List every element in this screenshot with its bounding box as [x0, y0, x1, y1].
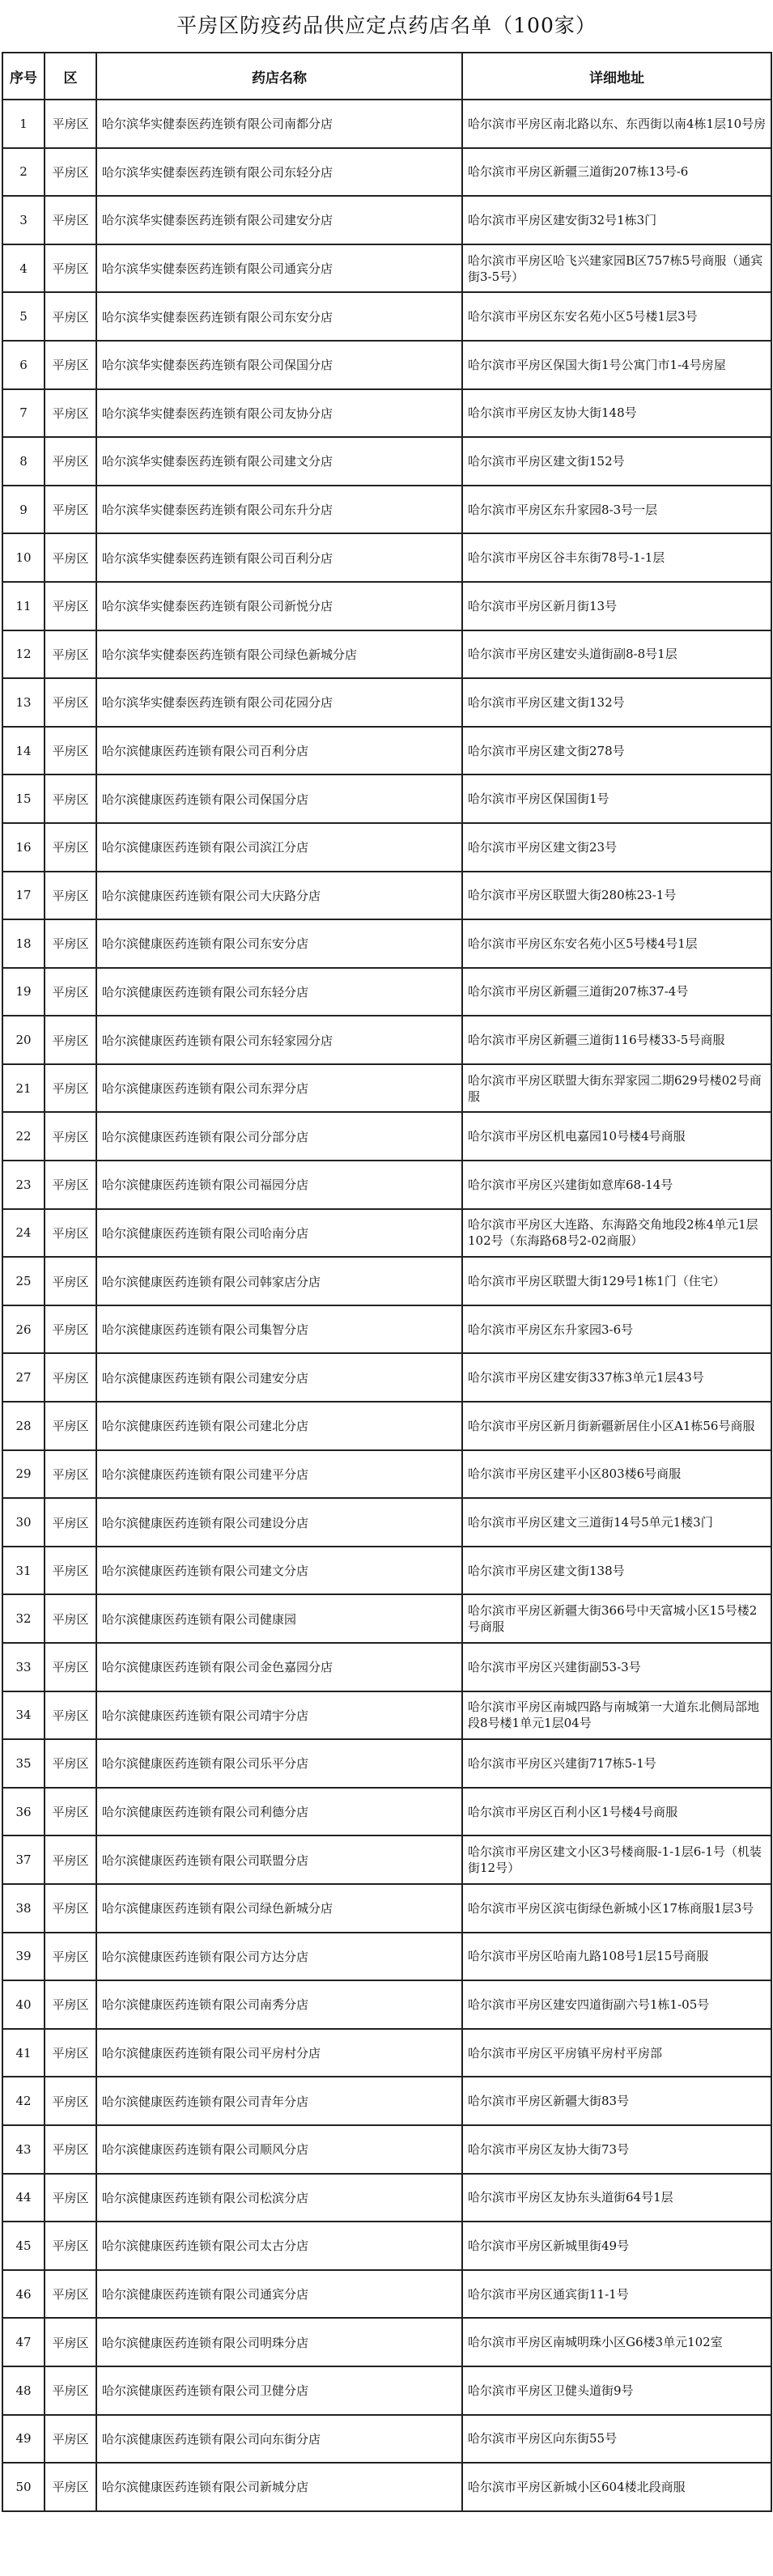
row-index-cell: 44 — [2, 2174, 45, 2222]
row-store-name-cell: 哈尔滨健康医药连锁有限公司松滨分店 — [96, 2174, 462, 2222]
row-index-cell: 16 — [2, 823, 45, 872]
row-store-name-cell: 哈尔滨健康医药连锁有限公司新城分店 — [96, 2463, 462, 2511]
row-district-cell: 平房区 — [45, 1016, 96, 1064]
row-address-cell: 哈尔滨市平房区东升家园3-6号 — [462, 1305, 771, 1354]
row-index-cell: 31 — [2, 1547, 45, 1595]
row-district-cell: 平房区 — [45, 2463, 96, 2511]
row-store-name-cell: 哈尔滨健康医药连锁有限公司分部分店 — [96, 1112, 462, 1161]
table-row — [2, 1112, 771, 1161]
row-address-cell: 哈尔滨市平房区谷丰东街78号-1-1层 — [462, 533, 771, 582]
row-address-cell: 哈尔滨市平房区新疆三道街207栋13号-6 — [462, 148, 771, 197]
row-store-name-cell: 哈尔滨健康医药连锁有限公司韩家店分店 — [96, 1257, 462, 1305]
row-district-cell: 平房区 — [45, 1547, 96, 1595]
row-district-cell: 平房区 — [45, 727, 96, 775]
row-district-cell: 平房区 — [45, 1064, 96, 1113]
row-index-cell: 26 — [2, 1305, 45, 1354]
row-store-name-cell: 哈尔滨健康医药连锁有限公司健康园 — [96, 1594, 462, 1643]
row-index-cell: 17 — [2, 872, 45, 920]
row-address-cell: 哈尔滨市平房区兴建街717栋5-1号 — [462, 1739, 771, 1788]
row-store-name-cell: 哈尔滨健康医药连锁有限公司青年分店 — [96, 2077, 462, 2125]
row-district-cell: 平房区 — [45, 2077, 96, 2125]
table-row — [2, 2270, 771, 2319]
row-index-cell: 43 — [2, 2125, 45, 2174]
table-row — [2, 1498, 771, 1547]
row-store-name-cell: 哈尔滨健康医药连锁有限公司东羿分店 — [96, 1064, 462, 1113]
row-index-cell: 29 — [2, 1450, 45, 1499]
row-address-cell: 哈尔滨市平房区保国街1号 — [462, 774, 771, 823]
table-row — [2, 1835, 771, 1884]
row-index-cell: 48 — [2, 2366, 45, 2415]
table-row — [2, 533, 771, 582]
row-address-cell: 哈尔滨市平房区东安名苑小区5号楼1层3号 — [462, 292, 771, 341]
row-district-cell: 平房区 — [45, 292, 96, 341]
row-index-cell: 39 — [2, 1933, 45, 1981]
row-index-cell: 32 — [2, 1594, 45, 1643]
row-store-name-cell: 哈尔滨华实健泰医药连锁有限公司友协分店 — [96, 389, 462, 438]
row-store-name-cell: 哈尔滨健康医药连锁有限公司保国分店 — [96, 774, 462, 823]
table-row — [2, 2174, 771, 2222]
table-row — [2, 2029, 771, 2077]
row-index-cell: 11 — [2, 582, 45, 630]
row-index-cell: 12 — [2, 630, 45, 679]
row-district-cell: 平房区 — [45, 1209, 96, 1258]
row-index-cell: 4 — [2, 244, 45, 293]
row-district-cell: 平房区 — [45, 1739, 96, 1788]
table-header-row — [2, 53, 771, 100]
row-index-cell: 34 — [2, 1691, 45, 1740]
row-store-name-cell: 哈尔滨健康医药连锁有限公司集智分店 — [96, 1305, 462, 1354]
row-address-cell: 哈尔滨市平房区向东街55号 — [462, 2415, 771, 2464]
row-index-cell: 28 — [2, 1402, 45, 1450]
row-index-cell: 49 — [2, 2415, 45, 2464]
row-index-cell: 9 — [2, 486, 45, 534]
row-index-cell: 45 — [2, 2222, 45, 2270]
row-store-name-cell: 哈尔滨健康医药连锁有限公司建设分店 — [96, 1498, 462, 1547]
table-row — [2, 968, 771, 1016]
row-district-cell: 平房区 — [45, 2125, 96, 2174]
table-row — [2, 1064, 771, 1113]
table-row — [2, 919, 771, 968]
row-store-name-cell: 哈尔滨健康医药连锁有限公司建安分店 — [96, 1353, 462, 1402]
row-address-cell: 哈尔滨市平房区百利小区1号楼4号商服 — [462, 1788, 771, 1836]
row-district-cell: 平房区 — [45, 341, 96, 389]
row-district-cell: 平房区 — [45, 582, 96, 630]
row-store-name-cell: 哈尔滨健康医药连锁有限公司滨江分店 — [96, 823, 462, 872]
row-district-cell: 平房区 — [45, 437, 96, 486]
row-address-cell: 哈尔滨市平房区建文三道街14号5单元1楼3门 — [462, 1498, 771, 1547]
row-address-cell: 哈尔滨市平房区建文街23号 — [462, 823, 771, 872]
row-store-name-cell: 哈尔滨华实健泰医药连锁有限公司建安分店 — [96, 196, 462, 244]
row-district-cell: 平房区 — [45, 389, 96, 438]
document-title: 平房区防疫药品供应定点药店名单（100家） — [176, 14, 597, 37]
table-row — [2, 823, 771, 872]
row-store-name-cell: 哈尔滨华实健泰医药连锁有限公司南都分店 — [96, 100, 462, 148]
row-address-cell: 哈尔滨市平房区建文街138号 — [462, 1547, 771, 1595]
row-index-cell: 1 — [2, 100, 45, 148]
table-row — [2, 2222, 771, 2270]
table-row — [2, 1739, 771, 1788]
header-index: 序号 — [2, 53, 45, 100]
row-index-cell: 18 — [2, 919, 45, 968]
row-district-cell: 平房区 — [45, 872, 96, 920]
row-index-cell: 22 — [2, 1112, 45, 1161]
row-address-cell: 哈尔滨市平房区建安街32号1栋3门 — [462, 196, 771, 244]
row-address-cell: 哈尔滨市平房区新城小区604楼北段商服 — [462, 2463, 771, 2511]
table-row — [2, 774, 771, 823]
table-row — [2, 100, 771, 148]
table-row — [2, 582, 771, 630]
row-address-cell: 哈尔滨市平房区南北路以东、东西街以南4栋1层10号房 — [462, 100, 771, 148]
header-district: 区 — [45, 53, 96, 100]
row-district-cell: 平房区 — [45, 774, 96, 823]
table-row — [2, 389, 771, 438]
row-index-cell: 20 — [2, 1016, 45, 1064]
row-store-name-cell: 哈尔滨健康医药连锁有限公司东安分店 — [96, 919, 462, 968]
table-row — [2, 1884, 771, 1933]
row-address-cell: 哈尔滨市平房区新疆三道街207栋37-4号 — [462, 968, 771, 1016]
table-row — [2, 148, 771, 197]
table-row — [2, 196, 771, 244]
row-address-cell: 哈尔滨市平房区新疆大街83号 — [462, 2077, 771, 2125]
table-row — [2, 1643, 771, 1691]
table-row — [2, 244, 771, 293]
row-district-cell: 平房区 — [45, 1402, 96, 1450]
row-store-name-cell: 哈尔滨健康医药连锁有限公司联盟分店 — [96, 1835, 462, 1884]
row-store-name-cell: 哈尔滨健康医药连锁有限公司大庆路分店 — [96, 872, 462, 920]
row-district-cell: 平房区 — [45, 1643, 96, 1691]
row-district-cell: 平房区 — [45, 486, 96, 534]
row-index-cell: 47 — [2, 2318, 45, 2366]
row-district-cell: 平房区 — [45, 533, 96, 582]
row-index-cell: 25 — [2, 1257, 45, 1305]
row-address-cell: 哈尔滨市平房区建文街278号 — [462, 727, 771, 775]
row-district-cell: 平房区 — [45, 1305, 96, 1354]
row-index-cell: 27 — [2, 1353, 45, 1402]
row-store-name-cell: 哈尔滨健康医药连锁有限公司卫健分店 — [96, 2366, 462, 2415]
row-store-name-cell: 哈尔滨健康医药连锁有限公司金色嘉园分店 — [96, 1643, 462, 1691]
row-address-cell: 哈尔滨市平房区大连路、东海路交角地段2栋4单元1层102号（东海路68号2-02商服） — [462, 1209, 771, 1258]
row-index-cell: 19 — [2, 968, 45, 1016]
row-store-name-cell: 哈尔滨华实健泰医药连锁有限公司花园分店 — [96, 678, 462, 727]
row-district-cell: 平房区 — [45, 2222, 96, 2270]
table-row — [2, 1305, 771, 1354]
row-store-name-cell: 哈尔滨健康医药连锁有限公司方达分店 — [96, 1933, 462, 1981]
row-address-cell: 哈尔滨市平房区南城四路与南城第一大道东北侧局部地段8号楼1单元1层04号 — [462, 1691, 771, 1740]
row-district-cell: 平房区 — [45, 1498, 96, 1547]
row-district-cell: 平房区 — [45, 2029, 96, 2077]
table-row — [2, 872, 771, 920]
table-row — [2, 1547, 771, 1595]
header-address: 详细地址 — [462, 53, 771, 100]
row-address-cell: 哈尔滨市平房区新月街新疆新居住小区A1栋56号商服 — [462, 1402, 771, 1450]
row-index-cell: 14 — [2, 727, 45, 775]
row-address-cell: 哈尔滨市平房区联盟大街280栋23-1号 — [462, 872, 771, 920]
row-address-cell: 哈尔滨市平房区机电嘉园10号楼4号商服 — [462, 1112, 771, 1161]
row-district-cell: 平房区 — [45, 2318, 96, 2366]
row-store-name-cell: 哈尔滨健康医药连锁有限公司太古分店 — [96, 2222, 462, 2270]
row-district-cell: 平房区 — [45, 1788, 96, 1836]
row-store-name-cell: 哈尔滨健康医药连锁有限公司向东街分店 — [96, 2415, 462, 2464]
row-index-cell: 21 — [2, 1064, 45, 1113]
row-district-cell: 平房区 — [45, 678, 96, 727]
table-row — [2, 1161, 771, 1209]
row-address-cell: 哈尔滨市平房区南城明珠小区G6楼3单元102室 — [462, 2318, 771, 2366]
row-address-cell: 哈尔滨市平房区联盟大街东羿家园二期629号楼02号商服 — [462, 1064, 771, 1113]
row-store-name-cell: 哈尔滨健康医药连锁有限公司建平分店 — [96, 1450, 462, 1499]
row-store-name-cell: 哈尔滨健康医药连锁有限公司东轻家园分店 — [96, 1016, 462, 1064]
row-index-cell: 38 — [2, 1884, 45, 1933]
row-index-cell: 3 — [2, 196, 45, 244]
table-row — [2, 1353, 771, 1402]
row-index-cell: 13 — [2, 678, 45, 727]
table-row — [2, 1257, 771, 1305]
row-address-cell: 哈尔滨市平房区友协大街148号 — [462, 389, 771, 438]
header-store-name: 药店名称 — [96, 53, 462, 100]
row-index-cell: 7 — [2, 389, 45, 438]
row-district-cell: 平房区 — [45, 148, 96, 197]
row-district-cell: 平房区 — [45, 1835, 96, 1884]
row-store-name-cell: 哈尔滨华实健泰医药连锁有限公司绿色新城分店 — [96, 630, 462, 679]
row-district-cell: 平房区 — [45, 1112, 96, 1161]
row-district-cell: 平房区 — [45, 1691, 96, 1740]
row-store-name-cell: 哈尔滨健康医药连锁有限公司南秀分店 — [96, 1980, 462, 2029]
table-row — [2, 2125, 771, 2174]
table-row — [2, 1691, 771, 1740]
row-district-cell: 平房区 — [45, 630, 96, 679]
row-store-name-cell: 哈尔滨华实健泰医药连锁有限公司东安分店 — [96, 292, 462, 341]
row-store-name-cell: 哈尔滨华实健泰医药连锁有限公司通宾分店 — [96, 244, 462, 293]
row-store-name-cell: 哈尔滨健康医药连锁有限公司绿色新城分店 — [96, 1884, 462, 1933]
row-index-cell: 40 — [2, 1980, 45, 2029]
row-district-cell: 平房区 — [45, 2174, 96, 2222]
row-district-cell: 平房区 — [45, 1450, 96, 1499]
table-row — [2, 1450, 771, 1499]
row-address-cell: 哈尔滨市平房区新疆大街366号中天富城小区15号楼2号商服 — [462, 1594, 771, 1643]
row-address-cell: 哈尔滨市平房区建安四道街副六号1栋1-05号 — [462, 1980, 771, 2029]
row-address-cell: 哈尔滨市平房区建平小区803楼6号商服 — [462, 1450, 771, 1499]
row-store-name-cell: 哈尔滨华实健泰医药连锁有限公司建文分店 — [96, 437, 462, 486]
row-store-name-cell: 哈尔滨健康医药连锁有限公司东轻分店 — [96, 968, 462, 1016]
row-index-cell: 50 — [2, 2463, 45, 2511]
row-store-name-cell: 哈尔滨华实健泰医药连锁有限公司东轻分店 — [96, 148, 462, 197]
table-row — [2, 486, 771, 534]
row-index-cell: 8 — [2, 437, 45, 486]
row-address-cell: 哈尔滨市平房区兴建街如意库68-14号 — [462, 1161, 771, 1209]
row-district-cell: 平房区 — [45, 2366, 96, 2415]
table-row — [2, 2077, 771, 2125]
row-store-name-cell: 哈尔滨健康医药连锁有限公司靖宇分店 — [96, 1691, 462, 1740]
row-address-cell: 哈尔滨市平房区哈南九路108号1层15号商服 — [462, 1933, 771, 1981]
row-index-cell: 42 — [2, 2077, 45, 2125]
row-address-cell: 哈尔滨市平房区友协大街73号 — [462, 2125, 771, 2174]
row-address-cell: 哈尔滨市平房区卫健头道街9号 — [462, 2366, 771, 2415]
row-index-cell: 35 — [2, 1739, 45, 1788]
row-address-cell: 哈尔滨市平房区东安名苑小区5号楼4号1层 — [462, 919, 771, 968]
row-store-name-cell: 哈尔滨健康医药连锁有限公司顺风分店 — [96, 2125, 462, 2174]
row-address-cell: 哈尔滨市平房区滨屯街绿色新城小区17栋商服1层3号 — [462, 1884, 771, 1933]
row-index-cell: 33 — [2, 1643, 45, 1691]
row-district-cell: 平房区 — [45, 196, 96, 244]
table-row — [2, 1016, 771, 1064]
table-row — [2, 2463, 771, 2511]
row-district-cell: 平房区 — [45, 1161, 96, 1209]
row-address-cell: 哈尔滨市平房区兴建街副53-3号 — [462, 1643, 771, 1691]
table-row — [2, 1209, 771, 1258]
table-row — [2, 1980, 771, 2029]
row-address-cell: 哈尔滨市平房区建文小区3号楼商服-1-1层6-1号（机装街12号） — [462, 1835, 771, 1884]
row-district-cell: 平房区 — [45, 919, 96, 968]
row-index-cell: 5 — [2, 292, 45, 341]
row-district-cell: 平房区 — [45, 1353, 96, 1402]
row-index-cell: 37 — [2, 1835, 45, 1884]
row-store-name-cell: 哈尔滨健康医药连锁有限公司建文分店 — [96, 1547, 462, 1595]
row-store-name-cell: 哈尔滨健康医药连锁有限公司福园分店 — [96, 1161, 462, 1209]
row-address-cell: 哈尔滨市平房区联盟大街129号1栋1门（住宅） — [462, 1257, 771, 1305]
row-address-cell: 哈尔滨市平房区建安街337栋3单元1层43号 — [462, 1353, 771, 1402]
row-district-cell: 平房区 — [45, 2270, 96, 2319]
table-row — [2, 678, 771, 727]
row-store-name-cell: 哈尔滨健康医药连锁有限公司明珠分店 — [96, 2318, 462, 2366]
row-store-name-cell: 哈尔滨华实健泰医药连锁有限公司百利分店 — [96, 533, 462, 582]
row-index-cell: 23 — [2, 1161, 45, 1209]
row-address-cell: 哈尔滨市平房区建文街132号 — [462, 678, 771, 727]
row-index-cell: 41 — [2, 2029, 45, 2077]
row-store-name-cell: 哈尔滨华实健泰医药连锁有限公司保国分店 — [96, 341, 462, 389]
row-address-cell: 哈尔滨市平房区平房镇平房村平房部 — [462, 2029, 771, 2077]
row-store-name-cell: 哈尔滨健康医药连锁有限公司百利分店 — [96, 727, 462, 775]
table-row — [2, 2366, 771, 2415]
row-index-cell: 10 — [2, 533, 45, 582]
table-row — [2, 727, 771, 775]
row-index-cell: 46 — [2, 2270, 45, 2319]
table-row — [2, 1933, 771, 1981]
table-row — [2, 630, 771, 679]
row-address-cell: 哈尔滨市平房区新城里街49号 — [462, 2222, 771, 2270]
row-address-cell: 哈尔滨市平房区友协东头道街64号1层 — [462, 2174, 771, 2222]
table-body — [2, 100, 771, 2511]
row-address-cell: 哈尔滨市平房区建文街152号 — [462, 437, 771, 486]
row-store-name-cell: 哈尔滨华实健泰医药连锁有限公司东升分店 — [96, 486, 462, 534]
row-store-name-cell: 哈尔滨健康医药连锁有限公司通宾分店 — [96, 2270, 462, 2319]
row-district-cell: 平房区 — [45, 244, 96, 293]
row-index-cell: 2 — [2, 148, 45, 197]
row-index-cell: 15 — [2, 774, 45, 823]
table-row — [2, 1788, 771, 1836]
row-address-cell: 哈尔滨市平房区通宾街11-1号 — [462, 2270, 771, 2319]
row-district-cell: 平房区 — [45, 1257, 96, 1305]
row-district-cell: 平房区 — [45, 1980, 96, 2029]
row-store-name-cell: 哈尔滨健康医药连锁有限公司平房村分店 — [96, 2029, 462, 2077]
table-row — [2, 1594, 771, 1643]
row-address-cell: 哈尔滨市平房区哈飞兴建家园B区757栋5号商服（通宾街3-5号） — [462, 244, 771, 293]
row-district-cell: 平房区 — [45, 100, 96, 148]
row-district-cell: 平房区 — [45, 1884, 96, 1933]
row-store-name-cell: 哈尔滨华实健泰医药连锁有限公司新悦分店 — [96, 582, 462, 630]
row-store-name-cell: 哈尔滨健康医药连锁有限公司利德分店 — [96, 1788, 462, 1836]
row-store-name-cell: 哈尔滨健康医药连锁有限公司建北分店 — [96, 1402, 462, 1450]
row-store-name-cell: 哈尔滨健康医药连锁有限公司乐平分店 — [96, 1739, 462, 1788]
row-district-cell: 平房区 — [45, 2415, 96, 2464]
table-row — [2, 2415, 771, 2464]
row-index-cell: 24 — [2, 1209, 45, 1258]
row-index-cell: 30 — [2, 1498, 45, 1547]
row-district-cell: 平房区 — [45, 1933, 96, 1981]
row-address-cell: 哈尔滨市平房区新月街13号 — [462, 582, 771, 630]
pharmacy-table — [2, 52, 772, 2512]
table-row — [2, 437, 771, 486]
table-row — [2, 341, 771, 389]
row-index-cell: 6 — [2, 341, 45, 389]
table-row — [2, 292, 771, 341]
row-district-cell: 平房区 — [45, 1594, 96, 1643]
row-index-cell: 36 — [2, 1788, 45, 1836]
row-address-cell: 哈尔滨市平房区保国大街1号公寓门市1-4号房屋 — [462, 341, 771, 389]
row-store-name-cell: 哈尔滨健康医药连锁有限公司哈南分店 — [96, 1209, 462, 1258]
table-row — [2, 1402, 771, 1450]
row-district-cell: 平房区 — [45, 823, 96, 872]
row-address-cell: 哈尔滨市平房区东升家园8-3号一层 — [462, 486, 771, 534]
row-address-cell: 哈尔滨市平房区建安头道街副8-8号1层 — [462, 630, 771, 679]
table-row — [2, 2318, 771, 2366]
row-address-cell: 哈尔滨市平房区新疆三道街116号楼33-5号商服 — [462, 1016, 771, 1064]
row-district-cell: 平房区 — [45, 968, 96, 1016]
